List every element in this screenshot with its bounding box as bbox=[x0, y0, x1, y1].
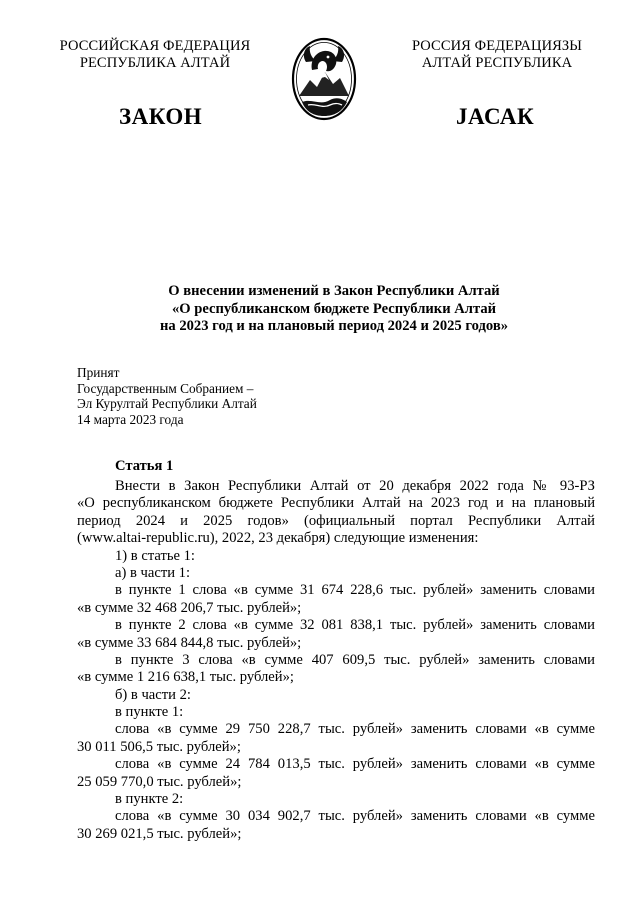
body-line: а) в части 1: bbox=[115, 564, 191, 581]
body-line: 30 269 021,5 тыс. рублей»; bbox=[77, 825, 242, 842]
body-line: слова «в сумме 30 034 902,7 тыс. рублей» заменить словами «в сумме bbox=[115, 808, 595, 825]
body-line: 1) в статье 1: bbox=[115, 547, 195, 564]
header-left-line-2: РЕСПУБЛИКА АЛТАЙ bbox=[79, 55, 231, 71]
body-line: в пункте 1: bbox=[115, 704, 184, 721]
header-right-line-2: АЛТАЙ РЕСПУБЛИКА bbox=[421, 55, 573, 71]
body-line: «в сумме 1 216 638,1 тыс. рублей»; bbox=[77, 669, 294, 686]
header-right bbox=[392, 38, 602, 72]
document-kind-left: ЗАКОН bbox=[119, 104, 203, 129]
body-line: «в сумме 32 468 206,7 тыс. рублей»; bbox=[77, 599, 302, 616]
body-line: в пункте 1 слова «в сумме 31 674 228,6 тыс. рублей» заменить словами bbox=[115, 582, 595, 599]
emblem-icon bbox=[290, 34, 358, 124]
body-line: «в сумме 33 684 844,8 тыс. рублей»; bbox=[77, 634, 302, 651]
article-heading: Статья 1 bbox=[115, 458, 174, 474]
adoption-line: Принят bbox=[77, 365, 120, 380]
body-line: период 2024 и 2025 годов» (официальный портал Республики Алтай bbox=[77, 512, 595, 529]
adoption-line: Эл Курултай Республики Алтай bbox=[77, 396, 257, 411]
body-line: б) в части 2: bbox=[115, 686, 191, 703]
body-line: в пункте 3 слова «в сумме 407 609,5 тыс. рублей» заменить словами bbox=[115, 651, 595, 668]
adoption-date: 14 марта 2023 года bbox=[77, 411, 184, 427]
body-line: слова «в сумме 29 750 228,7 тыс. рублей» заменить словами «в сумме bbox=[115, 721, 595, 738]
body-line: 25 059 770,0 тыс. рублей»; bbox=[77, 773, 242, 790]
title-line: на 2023 год и на плановый период 2024 и 2025 годов» bbox=[159, 318, 509, 334]
adoption-info bbox=[77, 365, 257, 427]
body-line: «О республиканском бюджете Республики Алтай на 2023 год и на плановый bbox=[77, 495, 595, 512]
header-left bbox=[50, 38, 260, 72]
document-title bbox=[60, 283, 608, 336]
body-line: в пункте 2: bbox=[115, 791, 184, 808]
body-line: слова «в сумме 24 784 013,5 тыс. рублей» заменить словами «в сумме bbox=[115, 756, 595, 773]
adoption-line: Государственным Собранием – bbox=[77, 380, 254, 396]
body-line: (www.altai-republic.ru), 2022, 23 декабря) следующие изменения: bbox=[77, 530, 479, 547]
document-kind-right: JАСАК bbox=[456, 104, 535, 129]
header-right-line-1: РОССИЯ ФЕДЕРАЦИЯЗЫ bbox=[411, 38, 583, 54]
title-line: О внесении изменений в Закон Республики Алтай bbox=[168, 283, 500, 299]
title-line: «О республиканском бюджете Республики Алтай bbox=[171, 300, 497, 317]
body-line: 30 011 506,5 тыс. рублей»; bbox=[77, 738, 241, 755]
header-left-line-1: РОССИЙСКАЯ ФЕДЕРАЦИЯ bbox=[59, 38, 251, 54]
article-body bbox=[77, 478, 595, 843]
body-line: Внести в Закон Республики Алтай от 20 декабря 2022 года № 93-РЗ bbox=[115, 478, 595, 494]
body-line: в пункте 2 слова «в сумме 32 081 838,1 тыс. рублей» заменить словами bbox=[115, 617, 595, 634]
